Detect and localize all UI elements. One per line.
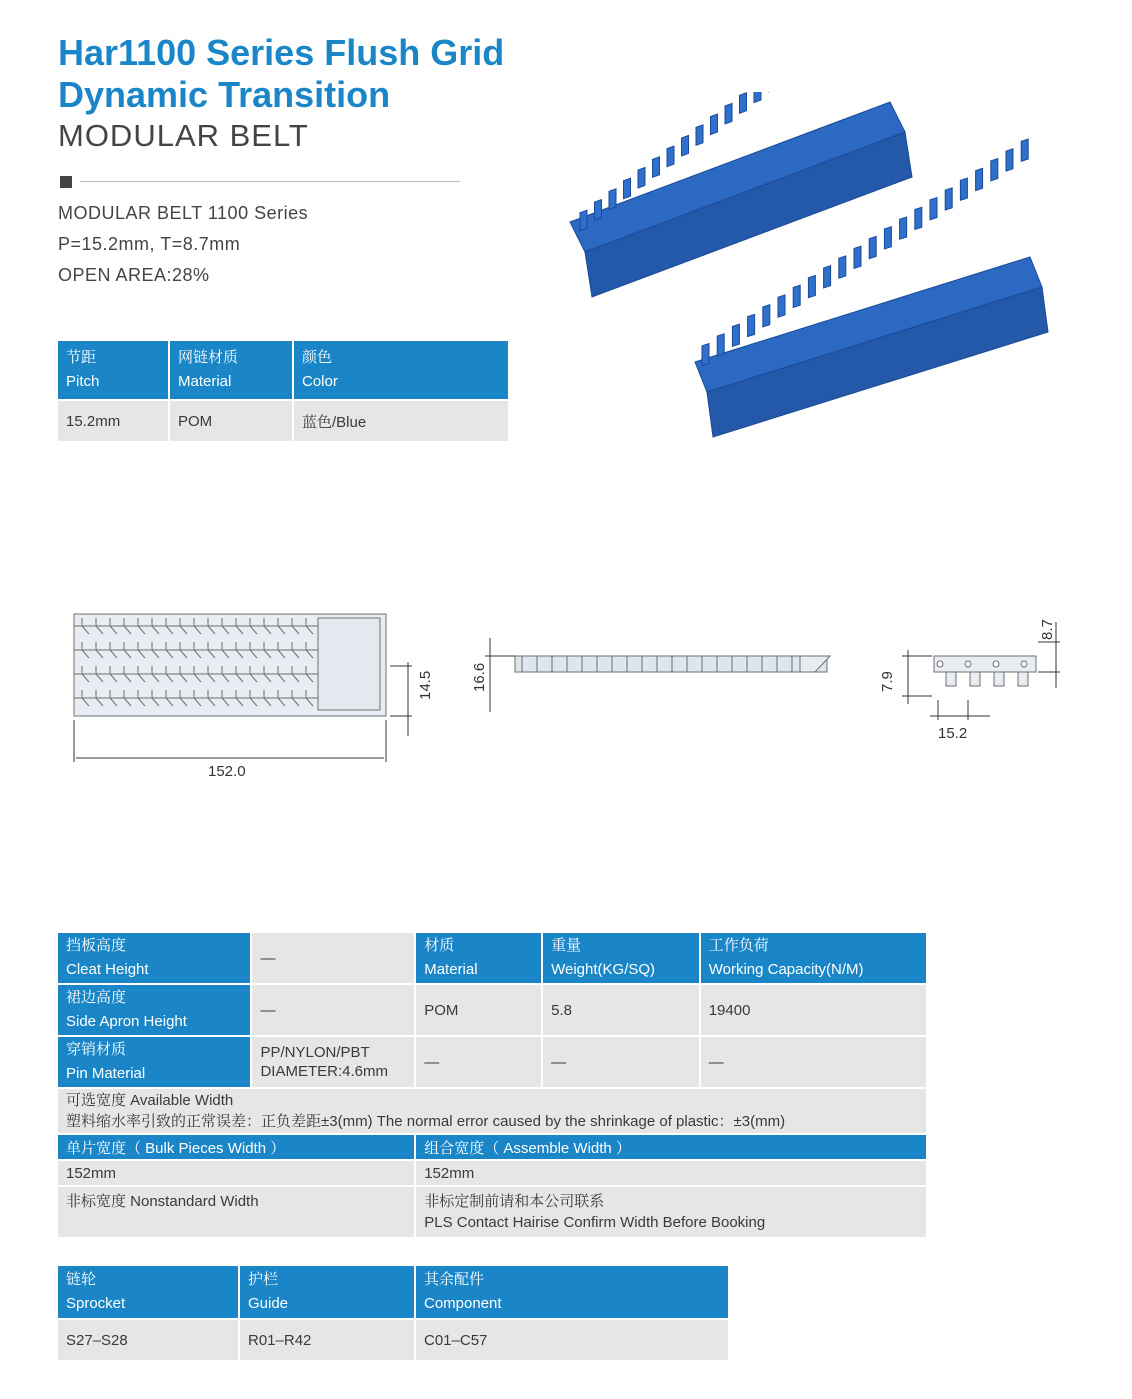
top-view-width-label: 152.0 <box>208 763 246 780</box>
side-view <box>515 656 830 672</box>
title-line-1: Har1100 Series Flush Grid <box>58 32 505 73</box>
belt-tooth <box>595 199 602 220</box>
belt-tooth <box>682 135 689 156</box>
belt-tooth <box>748 314 755 336</box>
spec-pitch-thickness: P=15.2mm, T=8.7mm <box>58 234 241 254</box>
end-view-offset-label: 7.9 <box>879 671 896 692</box>
belt-tooth <box>638 167 645 188</box>
belt-tooth <box>808 275 815 297</box>
end-view <box>934 656 1036 686</box>
header-assemble-width: 组合宽度（ Assemble Width ） <box>416 1135 926 1159</box>
spec-summary <box>58 198 308 291</box>
belt-tooth <box>824 266 831 288</box>
header-side-apron-height: 裙边高度 Side Apron Height <box>58 985 250 1035</box>
nonstandard-width-label: 非标宽度 Nonstandard Width <box>58 1187 414 1237</box>
top-view-pitch-label: 14.5 <box>417 670 434 700</box>
end-view-thickness-label: 8.7 <box>1039 619 1056 640</box>
belt-tooth <box>884 227 891 249</box>
available-width-note: 可选宽度 Available Width 塑料缩水率引致的正常误差：正负差距±3(mm) The normal error caused by the shrinkage of plastic：±3(mm) <box>58 1089 926 1133</box>
header-pitch: 节距 Pitch <box>58 341 168 399</box>
header-component: 其余配件 Component <box>416 1266 728 1318</box>
belt-tooth <box>915 207 922 229</box>
header-guide: 护栏 Guide <box>240 1266 414 1318</box>
accessory-table <box>56 1264 730 1362</box>
belt-tooth <box>725 103 732 124</box>
belt-tooth <box>900 217 907 239</box>
page-title <box>58 32 504 116</box>
belt-tooth <box>653 157 660 178</box>
cell-component: C01–C57 <box>416 1320 728 1360</box>
header-material: 材质 Material <box>416 933 541 983</box>
header-weight: 重量 Weight(KG/SQ) <box>543 933 699 983</box>
cell-pin-row-material: — <box>416 1037 541 1087</box>
side-view-height-label: 16.6 <box>471 662 488 692</box>
basic-spec-table <box>56 339 510 443</box>
cell-pin-row-capacity: — <box>701 1037 926 1087</box>
cell-color: 蓝色/Blue <box>294 401 508 441</box>
cell-bulk-width: 152mm <box>58 1161 414 1185</box>
cell-cleat-height: — <box>252 933 414 983</box>
section-divider <box>60 176 460 188</box>
belt-tooth <box>793 285 800 307</box>
nonstandard-width-note: 非标定制前请和本公司联系 PLS Contact Hairise Confirm Width Before Booking <box>416 1187 926 1237</box>
cell-guide: R01–R42 <box>240 1320 414 1360</box>
header-bulk-width: 单片宽度（ Bulk Pieces Width ） <box>58 1135 414 1159</box>
belt-tooth <box>702 344 709 366</box>
technical-drawing <box>60 600 1070 800</box>
top-view <box>74 614 386 716</box>
belt-illustration <box>560 92 1060 462</box>
header-material: 网链材质 Material <box>170 341 292 399</box>
belt-tooth <box>580 210 587 231</box>
detail-spec-table <box>56 931 928 1239</box>
belt-tooth <box>717 334 724 356</box>
belt-tooth <box>976 168 983 190</box>
header-working-capacity: 工作负荷 Working Capacity(N/M) <box>701 933 926 983</box>
belt-tooth <box>1006 149 1013 171</box>
belt-tooth <box>696 125 703 146</box>
cell-sprocket: S27–S28 <box>58 1320 238 1360</box>
belt-tooth <box>930 198 937 220</box>
belt-tooth <box>960 178 967 200</box>
belt-tooth <box>945 188 952 210</box>
cell-pitch: 15.2mm <box>58 401 168 441</box>
belt-tooth <box>991 159 998 181</box>
belt-tooth <box>624 178 631 199</box>
header-color: 颜色 Color <box>294 341 508 399</box>
belt-tooth <box>1021 139 1028 161</box>
belt-tooth <box>754 92 761 103</box>
belt-tooth <box>732 324 739 346</box>
cell-working-capacity: 19400 <box>701 985 926 1035</box>
belt-tooth <box>711 114 718 135</box>
header-cleat-height: 挡板高度 Cleat Height <box>58 933 250 983</box>
belt-tooth <box>839 256 846 278</box>
cell-weight: 5.8 <box>543 985 699 1035</box>
cell-assemble-width: 152mm <box>416 1161 926 1185</box>
header-pin-material: 穿销材质 Pin Material <box>58 1037 250 1087</box>
belt-tooth <box>854 246 861 268</box>
cell-side-apron-height: — <box>252 985 414 1035</box>
belt-tooth <box>609 189 616 210</box>
belt-tooth <box>667 146 674 167</box>
belt-tooth <box>778 295 785 317</box>
side-view-dimensions <box>485 638 515 712</box>
cell-material: POM <box>170 401 292 441</box>
belt-tooth <box>763 305 770 327</box>
cell-pin-row-weight: — <box>543 1037 699 1087</box>
header-sprocket: 链轮 Sprocket <box>58 1266 238 1318</box>
spec-series: MODULAR BELT 1100 Series <box>58 203 309 223</box>
belt-tooth <box>869 236 876 258</box>
belt-tooth <box>740 93 747 114</box>
cell-material: POM <box>416 985 541 1035</box>
page-subtitle: MODULAR BELT <box>58 118 309 153</box>
cell-pin-material: PP/NYLON/PBT DIAMETER:4.6mm <box>252 1037 414 1087</box>
title-line-2: Dynamic Transition <box>58 74 391 115</box>
end-view-pitch-label: 15.2 <box>938 725 968 742</box>
spec-open-area: OPEN AREA:28% <box>58 265 210 285</box>
